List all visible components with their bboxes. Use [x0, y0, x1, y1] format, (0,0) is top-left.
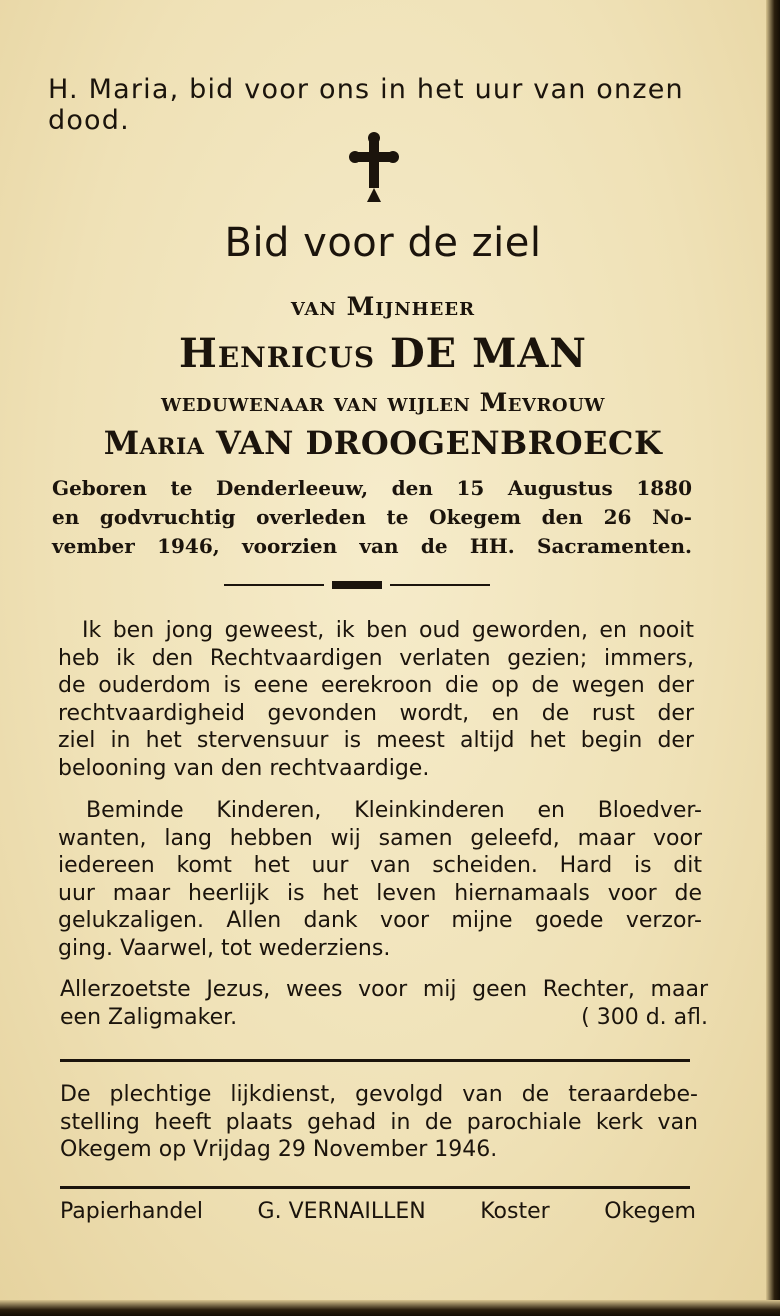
card-edge-shadow [766, 0, 780, 1316]
van-mijnheer: van Mijnheer [290, 292, 476, 321]
scripture-paragraph [58, 617, 694, 782]
printer-name: G. VERNAILLEN [257, 1199, 426, 1224]
text-line: Okegem op Vrijdag 29 November 1946. [60, 1137, 498, 1162]
text-line: heb ik den Rechtvaardigen verlaten gezien; immers, [58, 645, 694, 671]
text-line: Allerzoetste Jezus, wees voor mij geen Rechter, maar [60, 977, 708, 1002]
text-line: ziel in het stervensuur is meest altijd het begin der [58, 728, 694, 753]
text-line: een Zaligmaker. [60, 1004, 238, 1030]
death-line: en godvruchtig overleden te Okegem den 26 No- [52, 505, 692, 529]
divider-line [60, 1186, 690, 1189]
birth-line: Geboren te Denderleeuw, den 15 Augustus 1880 [52, 476, 692, 500]
text-line: belooning van den rechtvaardige. [58, 755, 430, 781]
sacraments-line: vember 1946, voorzien van de HH. Sacramenten. [52, 534, 692, 558]
text-line: iedereen komt het uur van scheiden. Hard is dit [58, 853, 702, 878]
deceased-name: Henricus DE MAN [179, 330, 587, 377]
marian-prayer: H. Maria, bid voor ons in het uur van onzen dood. [48, 74, 684, 136]
funeral-notice [60, 1081, 698, 1164]
printer-role: Koster [480, 1199, 550, 1224]
text-line: uur maar heerlijk is het leven hiernamaals voor de [58, 880, 702, 906]
text-line: ging. Vaarwel, tot wederziens. [58, 935, 391, 961]
cross-icon [347, 132, 401, 206]
text-line: Beminde Kinderen, Kleinkinderen en Bloedver- [86, 798, 702, 823]
text-line: de ouderdom is eene eerekroon die op de wegen der [58, 673, 694, 698]
text-line: rechtvaardigheid gevonden wordt, en de rust der [58, 700, 694, 726]
ornamental-divider [224, 579, 490, 591]
shop-label: Papierhandel [60, 1199, 204, 1224]
text-line: De plechtige lijkdienst, gevolgd van de teraardebe- [60, 1082, 698, 1107]
prayer-heading: Bid voor de ziel [224, 220, 542, 266]
text-line: gelukzaligen. Allen dank voor mijne goede verzor- [58, 908, 702, 933]
invocation-paragraph [60, 976, 708, 1031]
text-line: wanten, lang hebben wij samen geleefd, maar voor [58, 825, 702, 851]
divider-line [60, 1059, 690, 1062]
printer-place: Okegem [604, 1199, 696, 1224]
farewell-paragraph [58, 797, 702, 962]
card-edge-shadow [0, 1300, 780, 1316]
birth-death-details [52, 474, 692, 561]
printer-credit [60, 1199, 696, 1224]
widower-line: weduwenaar van wijlen Mevrouw [160, 388, 605, 417]
indulgence-note: ( 300 d. afl. [581, 1004, 708, 1030]
text-line: stelling heeft plaats gehad in de parochiale kerk van [60, 1109, 698, 1135]
text-line: Ik ben jong geweest, ik ben oud geworden, en nooit [82, 618, 694, 643]
spouse-name: Maria VAN DROOGENBROECK [103, 424, 663, 462]
